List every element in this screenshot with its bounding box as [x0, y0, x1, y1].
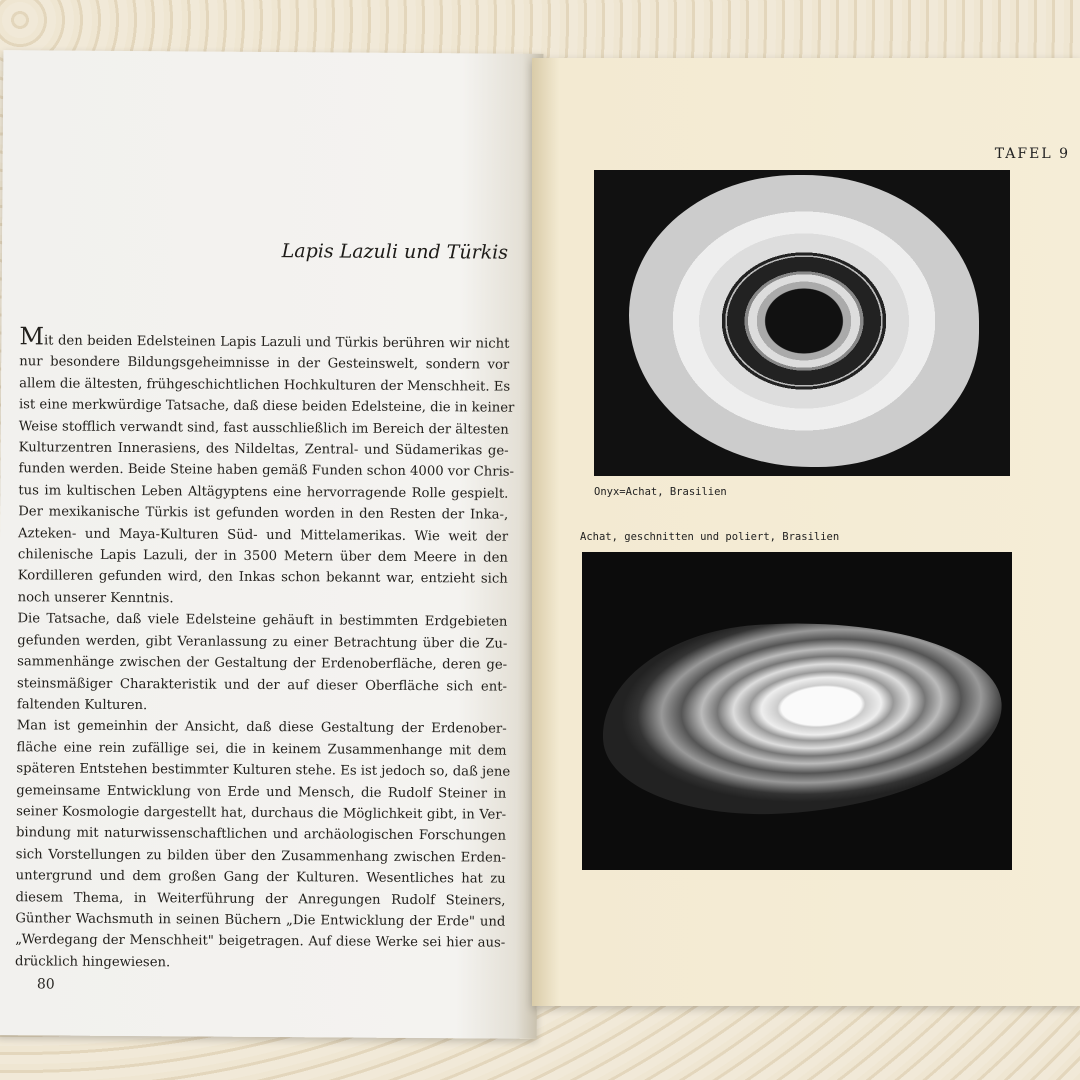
chapter-title: Lapis Lazuli und Türkis: [281, 240, 509, 264]
onyx-agate-photo: [594, 170, 1010, 476]
text-line: seiner Kosmologie dargestellt hat, durchaus die Möglichkeit gibt, in Ver-: [16, 804, 507, 823]
text-line: Kordilleren gefunden wird, den Inkas schon bekannt war, entzieht sich: [17, 568, 508, 588]
drop-cap: M: [19, 322, 45, 351]
text-line: Azteken- und Maya-Kulturen Süd- und Mittelamerikas. Wie weit der: [18, 525, 509, 545]
text-line: Der mexikanische Türkis ist gefunden worden in den Resten der Inka-,: [18, 504, 509, 523]
text-line: gefunden werden, gibt Veranlassung zu einer Betrachtung über die Zu-: [17, 632, 508, 652]
text-line: untergrund und dem großen Gang der Kulturen. Wesentliches hat zu: [15, 868, 506, 887]
text-line: Weise stofflich verwandt sind, fast ausschließlich im Bereich der ältesten: [18, 418, 509, 438]
text-line: diesem Thema, in Weiterführung der Anregungen Rudolf Steiners,: [15, 889, 506, 909]
text-line: Günther Wachsmuth in seinen Büchern „Die Entwicklung der Erde" und: [15, 911, 506, 930]
text-line: bindung mit naturwissenschaftlichen und archäologischen Forschungen: [15, 825, 507, 844]
text-line: steinsmäßiger Charakteristik und der auf dieser Oberfläche sich ent-: [16, 675, 508, 695]
text-line: sich Vorstellungen zu bilden über den Zusammenhang zwischen Erden-: [15, 846, 506, 866]
text-line: noch unserer Kenntnis.: [17, 590, 174, 607]
text-line: funden werden. Beide Steine haben gemäß Funden schon 4000 vor Chris-: [18, 461, 515, 481]
body-text: [15, 322, 515, 976]
text-line: Die Tatsache, daß viele Edelsteine gehäuft in bestimmten Erdgebieten: [17, 611, 508, 630]
text-line: chilenische Lapis Lazuli, der in 3500 Metern über dem Meere in den: [17, 547, 508, 566]
polished-agate-photo: [582, 552, 1012, 870]
text-line: [19, 322, 510, 355]
text-line-content: it den beiden Edelsteinen Lapis Lazuli und Türkis berühren wir nicht: [43, 333, 510, 352]
text-line: nur besondere Bildungsgeheimnisse in der Gesteinswelt, sondern vor: [19, 354, 510, 374]
text-line: Man ist gemeinhin der Ansicht, daß diese Gestaltung der Erdenober-: [16, 718, 507, 737]
left-page: [0, 50, 543, 1039]
text-line: allem die ältesten, frühgeschichtlichen Hochkulturen der Menschheit. Es: [19, 376, 511, 395]
photo-caption-1: Onyx=Achat, Brasilien: [594, 486, 727, 498]
text-line: späteren Entstehen bestimmter Kulturen stehe. Es ist jedoch so, daß jene: [16, 761, 511, 780]
plate-label: TAFEL 9: [994, 146, 1070, 162]
agate-stone: [596, 608, 1008, 825]
text-line: drücklich hingewiesen.: [15, 954, 171, 971]
onyx-stone: [629, 175, 979, 467]
text-line: sammenhänge zwischen der Gestaltung der Erdenoberfläche, deren ge-: [17, 654, 508, 673]
text-line: ist eine merkwürdige Tatsache, daß diese beiden Edelsteine, die in keiner: [18, 397, 515, 416]
text-line: fläche eine rein zufällige sei, die in keinem Zusammenhange mit dem: [16, 739, 507, 759]
text-line: faltenden Kulturen.: [16, 697, 148, 714]
text-line: tus im kultischen Leben Altägyptens eine hervorragende Rolle gespielt.: [18, 483, 509, 502]
page-number: 80: [36, 976, 55, 993]
text-line: „Werdegang der Menschheit" beigetragen. Auf diese Werke sei hier aus-: [15, 932, 506, 952]
text-line: Kulturzentren Innerasiens, des Nildeltas, Zentral- und Südamerikas ge-: [18, 440, 509, 459]
photo-caption-2: Achat, geschnitten und poliert, Brasilien: [580, 531, 840, 543]
text-line: gemeinsame Entwicklung von Erde und Mensch, die Rudolf Steiner in: [16, 782, 507, 802]
